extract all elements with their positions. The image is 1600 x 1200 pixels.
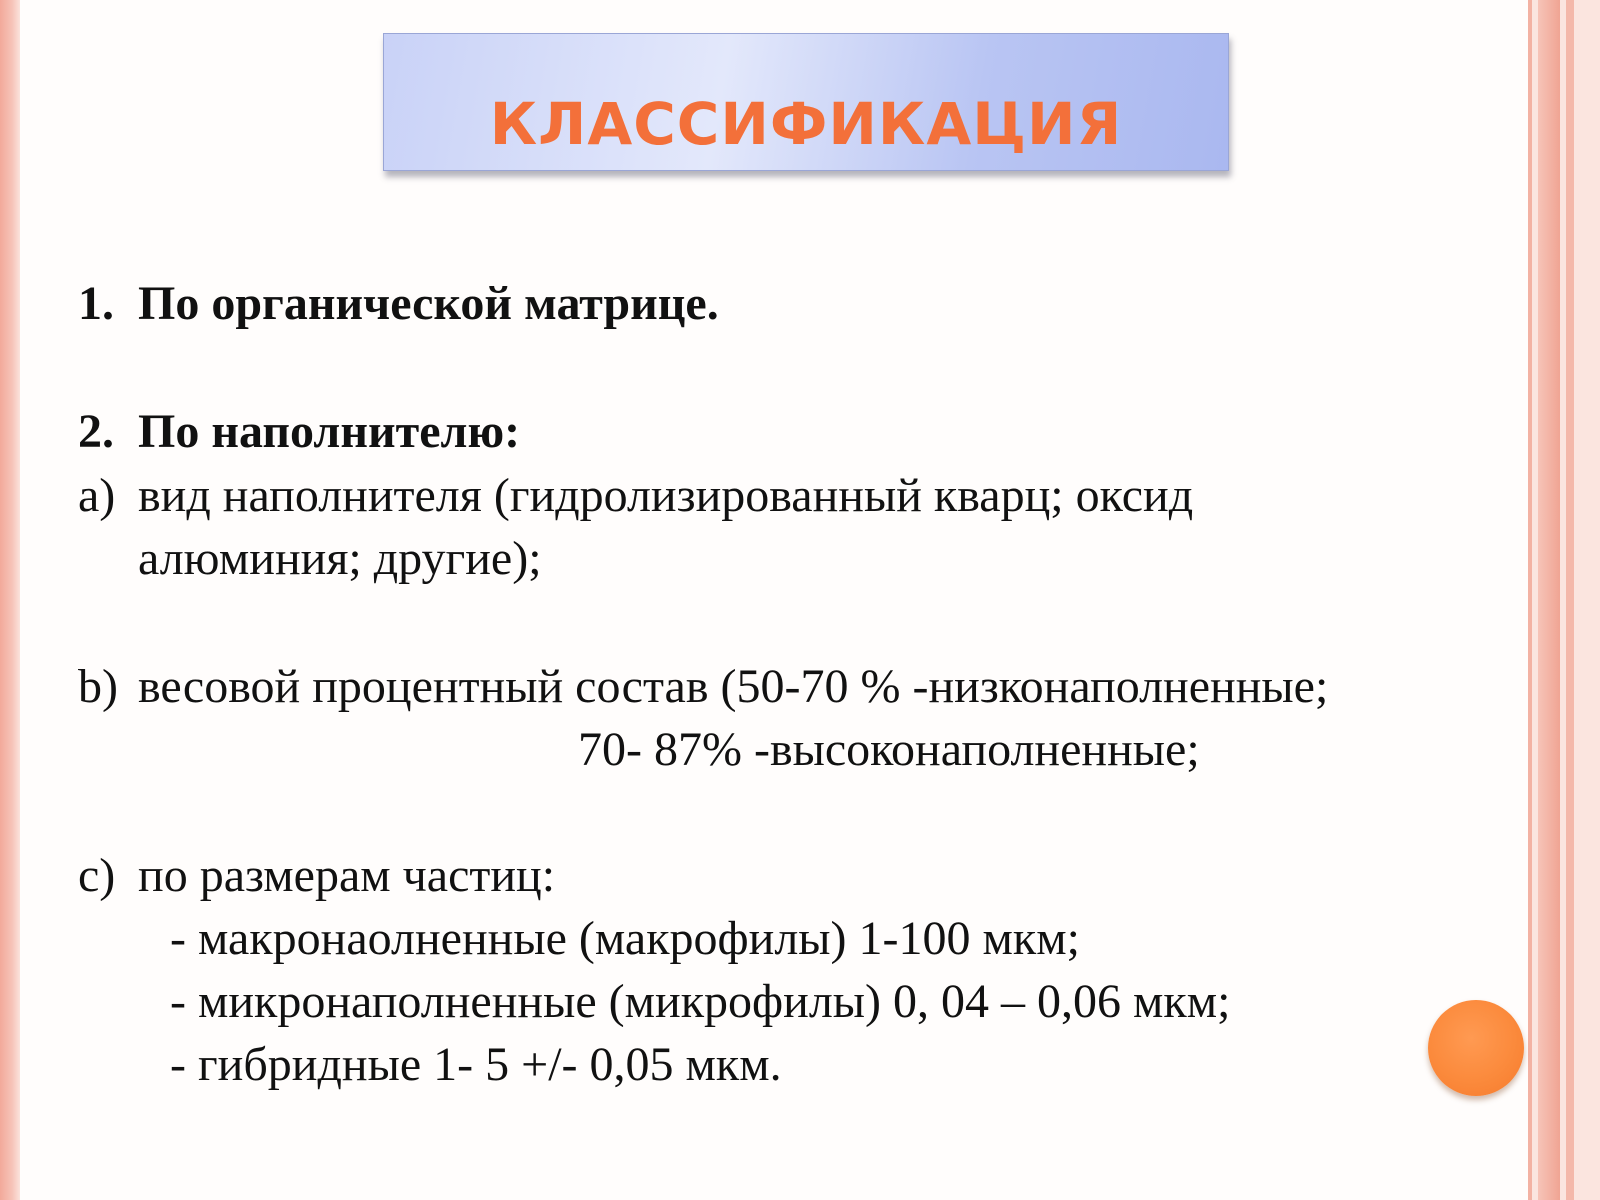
list-marker-2: 2. (78, 405, 114, 458)
left-border-stripe (0, 0, 20, 1200)
sub-item-a-line2: алюминия; другие); (138, 532, 542, 585)
title-box (383, 33, 1229, 171)
right-border-stripe (1538, 0, 1560, 1200)
sub-item-a-line1: вид наполнителя (гидролизированный кварц; оксид (138, 469, 1194, 522)
list-item-2: По наполнителю: (138, 405, 521, 458)
sub-marker-b: b) (78, 660, 118, 713)
slide-title: КЛАССИФИКАЦИЯ (489, 90, 1123, 158)
sub-marker-a: a) (78, 469, 116, 522)
sub-item-c-detail-3: - гибридные 1- 5 +/- 0,05 мкм. (170, 1038, 782, 1091)
list-item-1: По органической матрице. (138, 277, 719, 330)
orange-circle-decoration (1428, 1000, 1524, 1096)
list-marker-1: 1. (78, 277, 114, 330)
sub-marker-c: c) (78, 849, 116, 902)
sub-item-c-line1: по размерам частиц: (138, 849, 556, 902)
sub-item-c-detail-2: - микронаполненные (микрофилы) 0, 04 – 0,06 мкм; (170, 975, 1231, 1028)
right-border-line-outer (1566, 0, 1574, 1200)
sub-item-b-line1: весовой процентный состав (50-70 % -низконаполненные; (138, 660, 1329, 713)
right-border-line (1528, 0, 1532, 1200)
sub-item-c-detail-1: - макронаолненные (макрофилы) 1-100 мкм; (170, 912, 1080, 965)
sub-item-b-line2: 70- 87% -высоконаполненные; (578, 723, 1200, 776)
